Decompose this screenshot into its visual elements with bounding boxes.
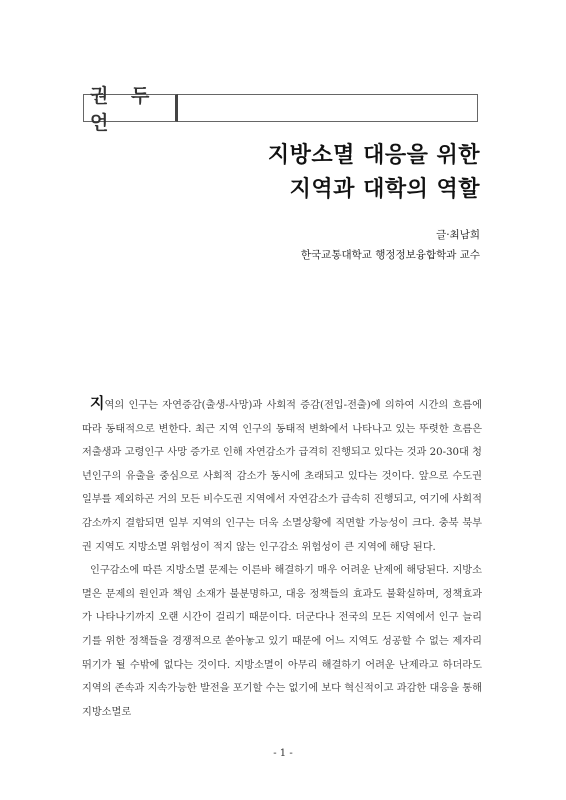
paragraph-2: 인구감소에 따른 지방소멸 문제는 이른바 해결하기 매우 어려운 난제에 해당된다. 지방소멸은 문제의 원인과 책임 소재가 불분명하고, 대응 정책들의 효과도 불확실하며, 정책효과가 나타나기까지 오랜 시간이 걸리기 때문이다. 더군다나 전국의 모든 지역에서 인구 늘리기를 위한 정책들을 경쟁적으로 쏟아놓고 있기 때문에 어느 지역도 성공할 수 없는 제자리 뛰기가 될 수밖에 없다는 것이다. 지방소멸이 아무리 해결하기 어려운 난제라고 하더라도 지역의 존속과 지속가능한 발전을 포기할 수는 없기에 보다 혁신적이고 과감한 대응을 통해 지방소멸로 [82, 565, 482, 718]
paragraph-1-text: 역의 인구는 자연증감(출생-사망)과 사회적 증감(전입-전출)에 의하여 시간의 흐름에 따라 동태적으로 변한다. 최근 지역 인구의 동태적 변화에서 나타나고 있는 뚜렷한 흐름은 저출생과 고령인구 사망 증가로 인해 자연감소가 급격히 진행되고 있다는 것과 20-30대 청년인구의 유출을 중심으로 사회적 감소가 동시에 초래되고 있다는 것이다. 앞으로 수도권 일부를 제외하곤 거의 모든 비수도권 지역에서 자연감소가 급속히 진행되고, 여기에 사회적 감소까지 결합되면 일부 지역의 인구는 더욱 소멸상황에 직면할 가능성이 크다. 충북 북부권 지역도 지방소멸 위험성이 적지 않는 인구감소 위험성이 큰 지역에 해당 된다. [82, 400, 482, 553]
paragraph-1 [82, 392, 482, 559]
author-byline: 글·최남희 [436, 229, 480, 241]
article-title-line-1: 지방소멸 대응을 위한 [267, 143, 480, 168]
article-title-line-2: 지역과 대학의 역할 [289, 177, 480, 202]
drop-cap: 지 [90, 394, 105, 412]
page-number: - 1 - [273, 748, 293, 759]
section-tag: 권 두 언 [83, 94, 178, 122]
author-affiliation: 한국교통대학교 행정정보융합학과 교수 [300, 249, 480, 261]
article-body [82, 392, 482, 724]
